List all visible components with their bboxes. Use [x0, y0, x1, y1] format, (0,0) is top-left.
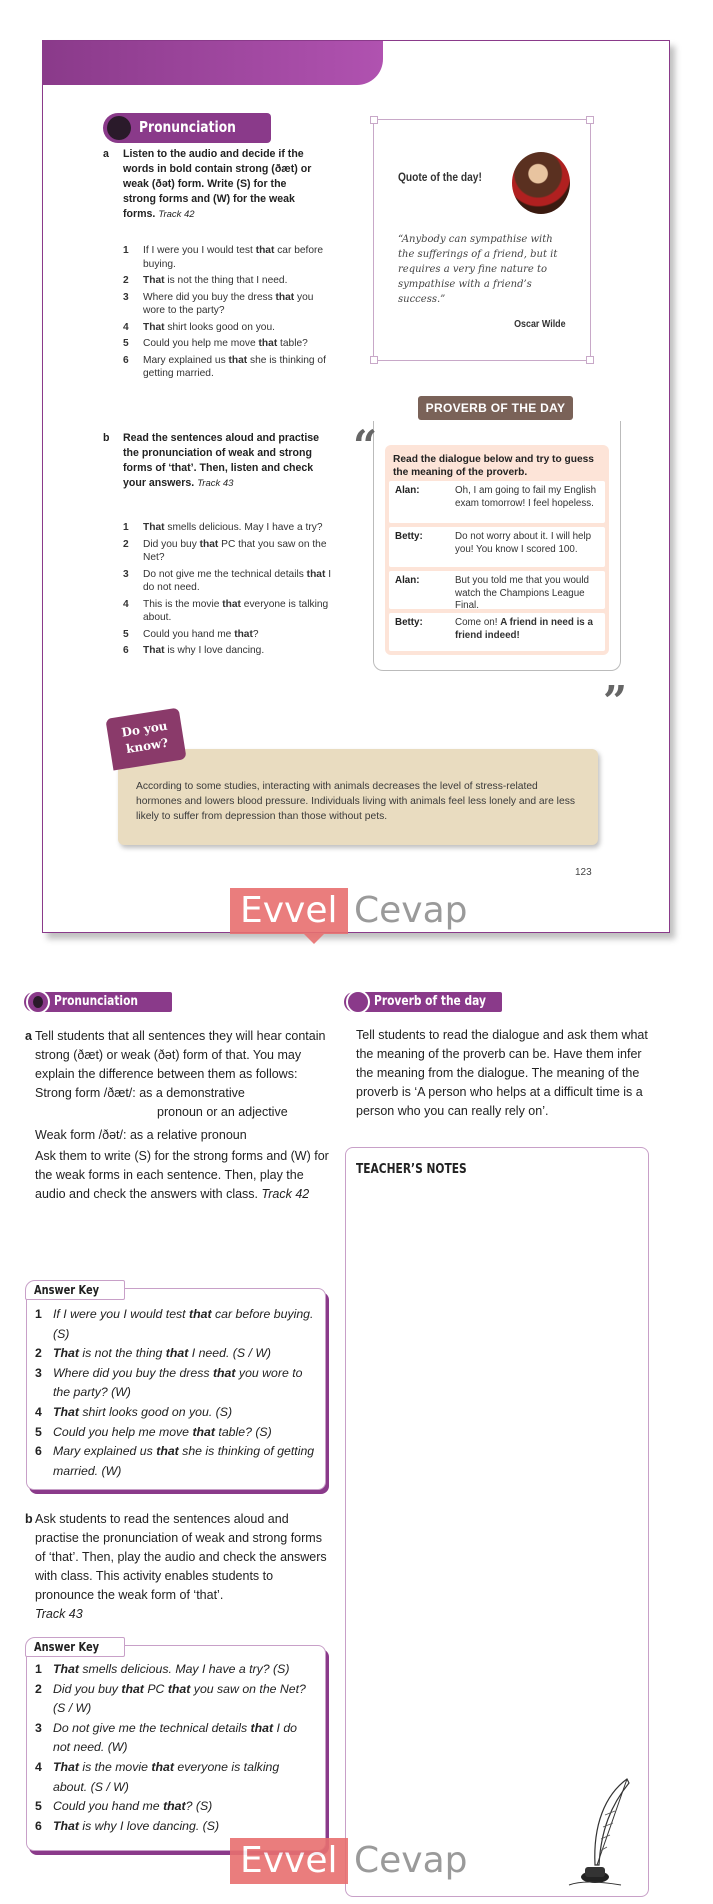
pronunciation-title: Pronunciation — [139, 118, 236, 136]
item-number: 2 — [35, 1346, 42, 1361]
item-number: 5 — [123, 338, 129, 349]
bold-word: that — [199, 538, 219, 550]
dialogue-row — [389, 527, 605, 567]
close-quote-mark: ” — [603, 677, 628, 726]
dialogue-line — [455, 485, 601, 510]
bold-word: That — [53, 1818, 79, 1833]
item-text: I do not need. (W) — [53, 1720, 298, 1755]
bold-word: that — [189, 1307, 212, 1321]
item-text: I need. (S / W) — [188, 1346, 272, 1361]
bullet-dot-icon — [346, 990, 370, 1014]
item-text: she is thinking of getting married. (W) — [53, 1444, 315, 1478]
task-b-item — [123, 644, 335, 658]
task-a-item — [123, 321, 335, 335]
strong-form-line: Strong form /ðæt/: as a demonstrative — [35, 1086, 245, 1100]
item-text: PC that you saw on the Net? — [143, 538, 327, 563]
bold-word: that — [258, 338, 278, 349]
frame-corner — [586, 116, 594, 124]
bold-word: that — [151, 1759, 174, 1774]
answer-key-item — [35, 1660, 315, 1680]
guide-a-paragraph — [25, 1027, 333, 1204]
guide-pronunciation-title: Pronunciation — [54, 994, 138, 1009]
guide-a-text-2: Ask them to write (S) for the strong forms and (W) for the weak forms in each sentence. Then, play the audio and check the answers with class. — [35, 1149, 329, 1201]
item-text: shirt looks good on you. — [164, 321, 275, 333]
item-number: 1 — [35, 1662, 42, 1676]
bold-word: that — [222, 598, 241, 610]
teacher-notes-title: TEACHER’S NOTES — [356, 1162, 467, 1177]
item-text: Could you help me move — [53, 1424, 193, 1439]
item-number: 1 — [123, 522, 129, 533]
logo-part-1: Evvel — [230, 1838, 348, 1884]
item-number: 3 — [35, 1720, 42, 1735]
dialogue-row — [389, 571, 605, 609]
page-number: 123 — [575, 867, 592, 878]
task-a-item — [123, 274, 335, 288]
answer-key-b — [26, 1640, 326, 1851]
item-text: everyone is talking about. — [143, 598, 329, 623]
item-number: 6 — [123, 354, 129, 366]
item-text: If I were you I would test — [143, 245, 256, 256]
item-text: Mary explained us — [143, 354, 229, 366]
bold-word: That — [53, 1346, 79, 1361]
item-text: is why I love dancing. — [164, 645, 265, 656]
item-text: smells delicious. May I have a try? — [164, 522, 323, 533]
answer-key-item — [35, 1680, 315, 1719]
item-number: 6 — [123, 645, 129, 656]
item-text: Where did you buy the dress — [143, 291, 276, 303]
item-text: Did you buy — [53, 1681, 122, 1696]
item-text: everyone is talking about. (S / W) — [53, 1759, 280, 1794]
proverb-badge: PROVERB OF THE DAY — [418, 396, 573, 420]
task-a-item — [123, 244, 335, 271]
answer-key-a — [26, 1283, 326, 1490]
guide-a-text: Tell students that all sentences they will hear contain strong (ðæt) or weak (ðət) form of that. You may explain the difference between them as follows: — [35, 1029, 326, 1081]
dialogue-row — [389, 613, 605, 651]
item-text: Mary explained us — [53, 1444, 157, 1459]
evvel-cevap-logo — [230, 1838, 490, 1884]
item-text: Did you buy — [143, 538, 200, 550]
item-text: is not the thing — [78, 1346, 166, 1361]
answer-key-a-list — [35, 1305, 315, 1481]
bold-word: that — [212, 1365, 236, 1380]
item-text: car before buying. — [143, 245, 324, 270]
quote-title: Quote of the day! — [398, 170, 482, 184]
do-you-know-badge: Do you know? — [105, 708, 186, 771]
item-text: you wore to the party? (W) — [53, 1365, 303, 1400]
item-number: 5 — [35, 1799, 42, 1814]
evvel-cevap-logo — [230, 888, 490, 934]
dialogue-card — [385, 445, 609, 655]
answer-key-title-text: Answer Key — [34, 1640, 100, 1654]
task-b-item — [123, 598, 335, 625]
line-text: Come on! — [455, 617, 501, 628]
item-text: table? — [277, 338, 308, 349]
guide-proverb-text: Tell students to read the dialogue and ask them what the meaning of the proverb can be. Have them infer the meaning from the dialogue. The meaning of the proverb is ‘A person who helps at a difficult time is a person who you can really rely on’. — [356, 1028, 648, 1118]
dialogue-intro: Read the dialogue below and try to guess the meaning of the proverb. — [393, 454, 594, 478]
task-a-instruction — [103, 147, 321, 222]
answer-key-item — [35, 1817, 315, 1837]
answer-key-item — [35, 1423, 315, 1443]
item-text: This is the movie — [143, 598, 223, 610]
item-text: smells delicious. May I have a try? (S) — [78, 1662, 290, 1676]
line-text: Do not worry about it. I will help you! You know I scored 100. — [455, 531, 592, 555]
speaking-head-icon — [107, 116, 131, 140]
guide-b-text: Ask students to read the sentences aloud and practise the pronunciation of weak and strong forms of ‘that’. Then, play the audio and check the answers with class. This activity enables students to pronounce the weak form of ‘that’. — [35, 1512, 327, 1602]
task-b-list — [123, 521, 335, 661]
frame-corner — [370, 116, 378, 124]
bold-word: that — [234, 628, 253, 640]
task-b-text: Read the sentences aloud and practise the pronunciation of weak and strong forms of ‘that’. Then, listen and check your answers. — [123, 432, 320, 489]
item-text: Could you help me move — [143, 338, 259, 349]
answer-key-title-text: Answer Key — [34, 1283, 100, 1297]
task-b-instruction — [103, 431, 333, 491]
bold-word: that — [255, 245, 275, 256]
line-text: Oh, I am going to fail my English exam tomorrow! I feel hopeless. — [455, 485, 597, 509]
bold-word: That — [143, 275, 165, 286]
item-text: I do not need. — [143, 568, 332, 593]
quote-box — [373, 119, 591, 361]
guide-letter: a — [25, 1029, 32, 1043]
guide-b-paragraph — [25, 1510, 333, 1624]
task-b-item — [123, 568, 335, 595]
dialogue-line — [455, 575, 601, 613]
quote-text: “Anybody can sympathise with the sufferings of a friend, but it requires a very fine nature to sympathise with a friend’s success.” — [398, 234, 558, 305]
task-a-list — [123, 244, 335, 384]
item-text: Where did you buy the dress — [53, 1365, 213, 1380]
task-a-item — [123, 354, 335, 381]
item-number: 6 — [35, 1444, 42, 1459]
item-number: 3 — [35, 1365, 42, 1380]
answer-key-b-list — [35, 1660, 315, 1836]
answer-key-item — [35, 1344, 315, 1364]
item-number: 4 — [35, 1759, 42, 1774]
item-text: she is thinking of getting married. — [143, 354, 326, 379]
dialogue-line — [455, 617, 601, 642]
item-number: 2 — [123, 538, 129, 550]
item-number: 2 — [35, 1681, 42, 1696]
item-number: 6 — [35, 1818, 42, 1833]
do-you-know-text: According to some studies, interacting with animals decreases the level of stress-related hormones and lowers blood pressure. Individuals living with animals feel less lonely and are less likely to suffer from depression than those without pets. — [136, 781, 575, 822]
speaker-name: Alan: — [395, 485, 420, 496]
logo-part-1: Evvel — [230, 888, 348, 934]
bold-word: That — [53, 1662, 79, 1676]
task-letter: a — [103, 148, 109, 160]
item-text: is not the thing that I need. — [164, 275, 288, 286]
item-number: 4 — [123, 321, 129, 333]
item-text: If I were you I would test — [53, 1307, 190, 1321]
task-b-track: Track 43 — [197, 478, 234, 489]
strong-form-line-2: pronoun or an adjective — [157, 1105, 288, 1119]
item-text: Do not give me the technical details — [143, 568, 307, 580]
item-text: Do not give me the technical details — [53, 1720, 251, 1735]
answer-key-item — [35, 1797, 315, 1817]
speaker-name: Betty: — [395, 531, 423, 542]
logo-pointer — [304, 934, 324, 944]
proverb-text: A friend in need is a friend indeed! — [455, 617, 593, 641]
bold-word: That — [143, 522, 165, 533]
guide-a-track: Track 42 — [261, 1187, 310, 1201]
item-number: 5 — [123, 628, 129, 640]
answer-key-item — [35, 1305, 315, 1344]
task-b-item — [123, 538, 335, 565]
item-text: shirt looks good on you. (S) — [78, 1404, 233, 1419]
speaker-name: Betty: — [395, 617, 423, 628]
item-text: Could you hand me — [53, 1799, 164, 1814]
item-number: 3 — [123, 568, 129, 580]
answer-key-title — [25, 1637, 125, 1657]
task-b-item — [123, 521, 335, 535]
task-a-item — [123, 291, 335, 318]
answer-key-item — [35, 1758, 315, 1797]
page-header-band — [43, 41, 383, 85]
oscar-wilde-portrait — [512, 152, 570, 214]
item-text: table? (S) — [215, 1424, 272, 1439]
item-text: ? — [252, 628, 259, 640]
bold-word: that — [192, 1424, 215, 1439]
bold-word: that — [163, 1799, 186, 1814]
do-you-know-box — [118, 749, 598, 845]
bold-word: That — [143, 321, 165, 333]
guide-pronunciation-header — [24, 990, 172, 1014]
task-b-item — [123, 628, 335, 642]
item-text: Could you hand me — [143, 628, 235, 640]
answer-key-title — [25, 1280, 125, 1300]
bold-word: That — [53, 1759, 79, 1774]
bold-word: That — [53, 1404, 79, 1419]
task-a-item — [123, 337, 335, 351]
bold-word: that — [156, 1444, 179, 1459]
guide-proverb-header — [344, 990, 502, 1014]
task-a-track: Track 42 — [158, 209, 195, 220]
answer-key-item — [35, 1403, 315, 1423]
open-quote-mark: “ — [353, 421, 378, 470]
item-number: 4 — [123, 598, 129, 610]
speaker-name: Alan: — [395, 575, 420, 586]
item-text: you saw on the Net? (S / W) — [53, 1681, 306, 1716]
item-number: 5 — [35, 1424, 42, 1439]
bold-word: That — [143, 645, 165, 656]
pronunciation-header — [103, 113, 271, 143]
bold-word: that — [228, 354, 248, 366]
item-text: is why I love dancing. (S) — [78, 1818, 220, 1833]
quote-author: Oscar Wilde — [514, 318, 566, 330]
quill-and-inkpot-icon — [565, 1775, 635, 1890]
guide-proverb-title: Proverb of the day — [374, 994, 486, 1009]
item-text: is the movie — [78, 1759, 152, 1774]
answer-key-item — [35, 1442, 315, 1481]
line-text: But you told me that you would watch the Champions League Final. — [455, 575, 589, 611]
task-a-text: Listen to the audio and decide if the words in bold contain strong (ðæt) or weak (ðət) form. Write (S) for the strong forms and (W) for the weak forms. — [123, 148, 312, 220]
item-text: PC — [143, 1681, 168, 1696]
item-text: ? (S) — [185, 1799, 213, 1814]
item-number: 1 — [35, 1307, 42, 1321]
item-text: car before buying. (S) — [53, 1307, 314, 1341]
frame-corner — [586, 356, 594, 364]
item-number: 2 — [123, 275, 129, 286]
book-page — [42, 40, 670, 933]
answer-key-item — [35, 1364, 315, 1403]
guide-b-track: Track 43 — [35, 1607, 83, 1621]
item-text: you wore to the party? — [143, 291, 314, 316]
guide-letter: b — [25, 1512, 33, 1526]
item-number: 1 — [123, 245, 129, 256]
weak-form-line: Weak form /ðət/: as a relative pronoun — [35, 1128, 247, 1142]
logo-part-2: Cevap — [354, 1840, 468, 1881]
logo-part-2: Cevap — [354, 890, 468, 931]
bold-word: that — [275, 291, 295, 303]
frame-corner — [370, 356, 378, 364]
speaking-head-icon — [26, 990, 50, 1014]
bold-word: that — [306, 568, 326, 580]
item-number: 3 — [123, 291, 129, 303]
dialogue-line — [455, 531, 601, 556]
dialogue-row — [389, 481, 605, 523]
bold-word: that — [250, 1720, 274, 1735]
bold-word: that — [121, 1681, 144, 1696]
answer-key-item — [35, 1719, 315, 1758]
bold-word: that — [165, 1346, 189, 1361]
task-letter: b — [103, 432, 110, 444]
item-number: 4 — [35, 1404, 42, 1419]
bold-word: that — [167, 1681, 191, 1696]
